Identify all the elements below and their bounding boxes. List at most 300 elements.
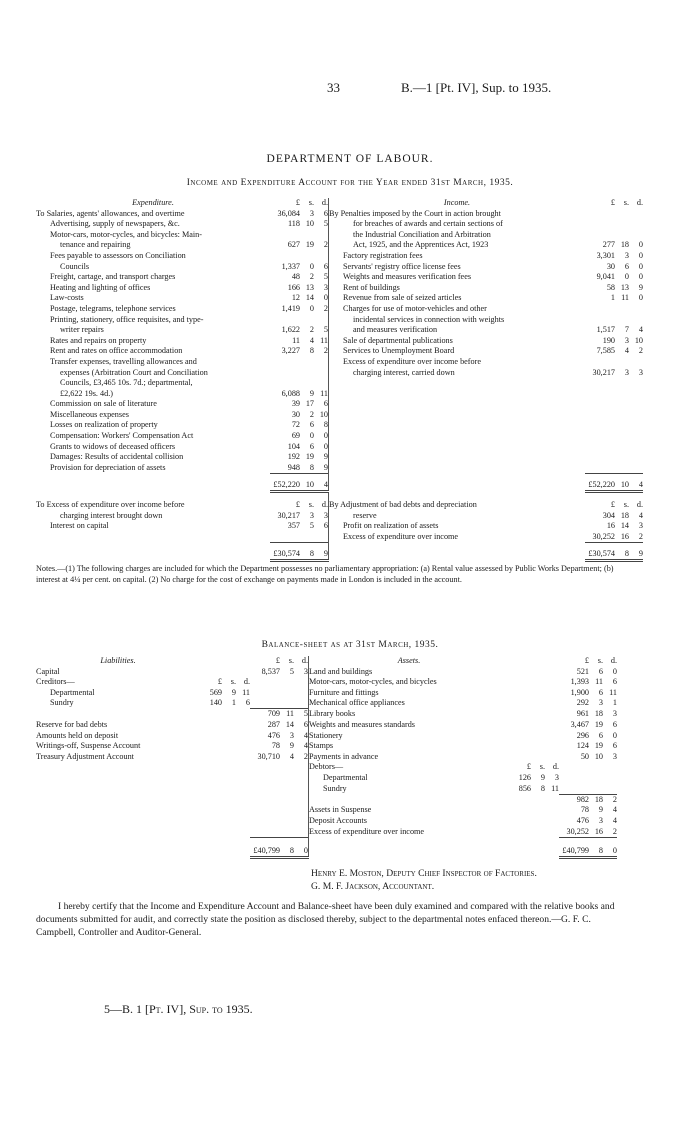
shillings: 14	[620, 521, 629, 531]
amount: 19	[594, 720, 603, 730]
pence: 3	[323, 282, 328, 292]
amount	[280, 698, 294, 709]
amount: 18	[589, 794, 603, 805]
sub-amount	[545, 731, 559, 742]
sub-amount: 3	[554, 773, 559, 783]
sub-amount	[545, 752, 559, 763]
amount	[294, 827, 309, 838]
shillings	[300, 230, 314, 241]
sub-amount	[509, 667, 531, 678]
amount: 14	[285, 720, 294, 730]
income-label: Profit on realization of assets	[329, 521, 586, 532]
amount: 1,900	[570, 687, 589, 697]
liability-label	[36, 827, 200, 838]
pounds: 190	[602, 335, 615, 345]
sub-amount	[222, 731, 236, 742]
amount	[280, 816, 294, 827]
sub-amount	[200, 709, 222, 720]
sub-amount	[545, 794, 559, 805]
pounds: 30	[606, 261, 615, 271]
sub-amount	[531, 677, 545, 688]
sub-amount	[531, 688, 545, 699]
amount	[250, 688, 280, 699]
audit-certificate: I hereby certify that the Income and Expenditure Account and Balance-sheet have been duly examined and compared with the relative books and documents submitted for audit, and correctly state the position as disclosed thereby, subject to the departmental notes enfaced thereon.—G. F. C. Campbell, Controller and Auditor-General.	[36, 901, 615, 938]
table-row	[36, 240, 643, 251]
income-label	[329, 410, 586, 421]
table-row	[36, 209, 643, 220]
table-row	[36, 741, 617, 752]
sub-amount	[222, 752, 236, 763]
shillings: 18	[620, 240, 629, 250]
expenditure-label	[36, 532, 270, 543]
currency-heading: d.	[321, 198, 328, 207]
spacer	[329, 492, 586, 500]
currency-heading: s.	[623, 198, 629, 207]
asset-label: Stationery	[309, 731, 510, 742]
sub-amount: s.	[230, 677, 236, 687]
asset-label: Assets in Suspense	[309, 805, 510, 816]
pence: 3	[638, 367, 643, 377]
pence	[629, 399, 643, 410]
sub-amount: 140	[209, 698, 222, 708]
income-expenditure-account	[36, 198, 643, 562]
amount: 3	[598, 815, 603, 825]
liability-label	[36, 762, 200, 773]
pence: 0	[638, 240, 643, 250]
income-label: Sale of departmental publications	[329, 336, 586, 347]
sub-amount	[509, 677, 531, 688]
sub-amount	[200, 762, 222, 773]
table-row	[36, 315, 643, 326]
income-label	[329, 463, 586, 474]
table-row	[36, 500, 643, 511]
sub-amount	[236, 709, 250, 720]
asset-label: Deposit Accounts	[309, 816, 510, 827]
amount	[250, 816, 280, 827]
currency-heading: d.	[636, 198, 643, 207]
table-row	[36, 532, 643, 543]
pence: 4	[638, 325, 643, 335]
table-row	[36, 688, 617, 699]
currency-heading: £	[610, 198, 615, 207]
asset-label: Debtors—	[309, 762, 510, 773]
pounds	[270, 357, 300, 368]
table-row	[36, 656, 617, 667]
amount: 2	[603, 794, 617, 805]
expenditure-label: charging interest brought down	[60, 510, 163, 520]
sub-amount	[545, 827, 559, 838]
amount	[294, 784, 309, 795]
sub-amount	[545, 698, 559, 709]
amount: 2	[612, 826, 617, 836]
sub-amount: £	[526, 762, 531, 772]
expenditure-label: Postage, telegrams, telephone services	[50, 303, 176, 313]
expenditure-label: Interest on capital	[50, 521, 109, 531]
amount: 3	[612, 709, 617, 719]
expenditure-label: Rates and repairs on property	[50, 335, 147, 345]
balance-sheet	[36, 656, 617, 859]
notes: Notes.—(1) The following charges are included for which the Department possesses no parliamentary appropriation: (a) Rental value assessed by Public Works Department; (b) interest at 4¼ per cent. on capital. (2) No charge for the cost of exchange on payments made in London is included in the account.	[36, 564, 614, 584]
pounds	[585, 410, 615, 421]
sub-amount: 11	[551, 783, 559, 793]
amount: 3	[612, 751, 617, 761]
pounds: 166	[287, 282, 300, 292]
table-row	[36, 752, 617, 763]
amount	[559, 773, 589, 784]
shillings: 11	[621, 293, 629, 303]
amount: 30,252	[566, 826, 589, 836]
pence: 4	[638, 510, 643, 520]
pounds	[585, 378, 615, 389]
pence: 0	[323, 293, 328, 303]
expenditure-label: Losses on realization of property	[50, 420, 158, 430]
sub-amount	[236, 773, 250, 784]
expenditure-label: £2,622 19s. 4d.)	[60, 388, 113, 398]
expenditure-label: Law-costs	[50, 293, 84, 303]
amount	[294, 816, 309, 827]
amount: 982	[559, 794, 589, 805]
income-label: incidental services in connection with weights	[329, 315, 586, 326]
pence: 9	[323, 452, 328, 462]
pounds: 30	[291, 409, 300, 419]
sub-amount	[236, 720, 250, 731]
table-row	[36, 251, 643, 262]
amount	[250, 698, 280, 709]
amount: 19	[594, 741, 603, 751]
shillings	[615, 304, 629, 315]
amount: 4	[303, 730, 308, 740]
expenditure-label: Provision for depreciation of assets	[50, 463, 166, 473]
amount: 78	[271, 741, 280, 751]
pounds: 1,337	[281, 261, 300, 271]
pounds	[585, 315, 615, 326]
amount: 292	[576, 698, 589, 708]
total-income: 9	[629, 543, 643, 561]
pence: 9	[323, 462, 328, 472]
shillings: 3	[309, 510, 314, 520]
pounds	[585, 452, 615, 463]
amount	[280, 827, 294, 838]
table-row	[36, 731, 617, 742]
liability-label: Capital	[36, 666, 60, 676]
pence: 2	[638, 531, 643, 541]
income-label: the Industrial Conciliation and Arbitration	[329, 230, 586, 241]
sub-amount	[222, 805, 236, 816]
sub-amount: d.	[243, 677, 250, 687]
shillings	[615, 452, 629, 463]
amount	[250, 827, 280, 838]
expenditure-label: To Excess of expenditure over income before	[36, 499, 185, 509]
pence	[629, 304, 643, 315]
sub-amount	[545, 688, 559, 699]
expenditure-label: Commission on sale of literature	[50, 399, 157, 409]
currency-heading: £	[295, 198, 300, 207]
liability-label	[36, 805, 200, 816]
pounds	[270, 315, 300, 326]
shillings: 19	[305, 240, 314, 250]
spacer	[531, 656, 545, 667]
income-label: and measures verification	[329, 325, 586, 336]
expenditure-label: Grants to widows of deceased officers	[50, 441, 176, 451]
shillings	[615, 399, 629, 410]
table-row	[36, 762, 617, 773]
amount: 18	[594, 709, 603, 719]
spacer	[222, 838, 236, 858]
document-reference: B.—1 [Pt. IV], Sup. to 1935.	[401, 80, 552, 95]
currency-heading: d.	[321, 499, 328, 509]
pence	[629, 209, 643, 220]
shillings: 7	[624, 325, 629, 335]
table-row	[36, 838, 617, 858]
income-label: Excess of expenditure over income before	[329, 357, 586, 368]
pence: 0	[638, 261, 643, 271]
expenditure-label: Freight, cartage, and transport charges	[50, 272, 176, 282]
pence	[629, 463, 643, 474]
table-row	[36, 720, 617, 731]
sub-amount	[222, 773, 236, 784]
amount: 476	[576, 815, 589, 825]
amount: 30,710	[257, 751, 280, 761]
amount: 2	[303, 751, 308, 761]
spacer	[270, 492, 300, 500]
expenditure-label: expenses (Arbitration Court and Conciliation	[60, 367, 208, 377]
shillings	[300, 315, 314, 326]
liability-label	[36, 816, 200, 827]
expenditure-label: tenance and repairing	[60, 240, 131, 250]
amount	[250, 784, 280, 795]
amount	[589, 784, 603, 795]
income-label	[329, 431, 586, 442]
amount: 11	[595, 677, 603, 687]
amount	[280, 784, 294, 795]
pounds	[585, 357, 615, 368]
shillings	[300, 378, 314, 389]
expenditure-label: Miscellaneous expenses	[50, 409, 129, 419]
amount	[294, 677, 309, 688]
sub-amount: 569	[209, 687, 222, 697]
amount: 709	[250, 709, 280, 720]
pence: 0	[638, 250, 643, 260]
total-assets: 8	[589, 838, 603, 858]
income-label: By Penalties imposed by the Court in action brought	[329, 209, 586, 220]
total-assets: £40,799	[559, 838, 589, 858]
pence	[629, 378, 643, 389]
sub-amount	[222, 784, 236, 795]
amount: 1	[612, 698, 617, 708]
currency-heading: s.	[623, 499, 629, 509]
shillings: 8	[309, 462, 314, 472]
asset-label: Furniture and fittings	[309, 688, 510, 699]
pence	[629, 389, 643, 400]
sub-amount	[545, 667, 559, 678]
table-row	[36, 805, 617, 816]
sub-amount	[222, 741, 236, 752]
pounds: 9,041	[596, 272, 615, 282]
pence: 9	[638, 282, 643, 292]
amount	[250, 805, 280, 816]
shillings	[615, 442, 629, 453]
income-heading: Income.	[329, 198, 586, 209]
sub-amount	[200, 741, 222, 752]
sub-amount	[200, 784, 222, 795]
shillings: 0	[309, 431, 314, 441]
income-label: By Adjustment of bad debts and depreciation	[329, 500, 586, 511]
sub-amount	[200, 827, 222, 838]
sub-amount	[236, 784, 250, 795]
shillings: 3	[624, 250, 629, 260]
sub-amount	[509, 731, 531, 742]
spacer	[36, 474, 270, 492]
amount	[294, 773, 309, 784]
currency-heading: d.	[301, 656, 308, 665]
pounds	[585, 431, 615, 442]
asset-label: Library books	[309, 709, 510, 720]
pence	[629, 431, 643, 442]
sub-amount	[545, 816, 559, 827]
shillings	[300, 357, 314, 368]
sub-amount: £	[217, 677, 222, 687]
pounds	[270, 532, 300, 543]
amount: 287	[267, 720, 280, 730]
liability-label: Sundry	[50, 698, 74, 708]
sub-amount	[200, 731, 222, 742]
income-label: Excess of expenditure over income	[329, 532, 586, 543]
asset-label: Motor-cars, motor-cycles, and bicycles	[309, 677, 510, 688]
pounds: 58	[606, 282, 615, 292]
expenditure-label: Compensation: Workers' Compensation Act	[50, 431, 194, 441]
spacer	[200, 656, 222, 667]
total-expenditure: £52,220	[270, 474, 300, 492]
liability-label	[36, 794, 200, 805]
amount: 6	[612, 677, 617, 687]
income-label	[329, 420, 586, 431]
amount: 4	[612, 805, 617, 815]
spacer	[314, 492, 329, 500]
total-income: 10	[615, 474, 629, 492]
amount	[294, 698, 309, 709]
amount: 4	[289, 751, 294, 761]
sub-amount	[545, 741, 559, 752]
sub-amount	[531, 827, 545, 838]
total-liabilities: £40,799	[250, 838, 280, 858]
spacer	[300, 492, 314, 500]
pence	[314, 315, 329, 326]
sub-amount	[236, 741, 250, 752]
amount	[559, 784, 589, 795]
sub-amount	[222, 816, 236, 827]
sub-amount: d.	[552, 762, 559, 772]
table-row	[36, 346, 643, 357]
currency-heading: £	[610, 499, 615, 509]
table-row	[36, 293, 643, 304]
liability-label: Departmental	[50, 687, 95, 697]
pence: 2	[323, 303, 328, 313]
amount: 476	[267, 730, 280, 740]
pence: 0	[638, 272, 643, 282]
total-income: £30,574	[585, 543, 615, 561]
pence	[629, 315, 643, 326]
sub-amount	[200, 805, 222, 816]
income-label: Services to Unemployment Board	[329, 346, 586, 357]
sub-amount	[200, 816, 222, 827]
spacer	[329, 474, 586, 492]
shillings: 4	[624, 346, 629, 356]
pounds	[585, 399, 615, 410]
pence	[314, 368, 329, 379]
expenditure-label: Advertising, supply of newspapers, &c.	[50, 219, 180, 229]
shillings	[615, 230, 629, 241]
sub-amount	[545, 677, 559, 688]
sub-amount	[509, 688, 531, 699]
pounds: 1	[610, 293, 615, 303]
pounds	[585, 230, 615, 241]
expenditure-label: Damages: Results of accidental collision	[50, 452, 184, 462]
income-label: for breaches of awards and certain sections of	[329, 219, 586, 230]
income-label: Rent of buildings	[329, 283, 586, 294]
sub-amount	[236, 827, 250, 838]
assets-heading: Assets.	[309, 656, 510, 667]
amount: 3	[289, 730, 294, 740]
amount: 4	[303, 741, 308, 751]
pounds	[270, 230, 300, 241]
pounds: 7,585	[596, 346, 615, 356]
table-row	[36, 492, 643, 500]
pounds: 39	[291, 399, 300, 409]
currency-heading: s.	[597, 656, 603, 665]
pence: 10	[634, 335, 643, 345]
pounds	[585, 304, 615, 315]
table-row	[36, 272, 643, 283]
shillings: 0	[309, 261, 314, 271]
currency-heading: s.	[288, 656, 294, 665]
amount	[280, 805, 294, 816]
shillings: 5	[309, 521, 314, 531]
shillings: 3	[624, 367, 629, 377]
shillings: 18	[620, 510, 629, 520]
sub-amount	[222, 720, 236, 731]
amount	[250, 794, 280, 805]
sub-amount	[236, 752, 250, 763]
expenditure-label: Councils	[60, 261, 90, 271]
shillings: 3	[309, 208, 314, 218]
pence	[629, 410, 643, 421]
sub-amount	[509, 816, 531, 827]
shillings: 10	[305, 219, 314, 229]
sub-amount	[545, 805, 559, 816]
amount	[280, 762, 294, 773]
sub-amount	[200, 720, 222, 731]
spacer	[236, 656, 250, 667]
pence	[314, 230, 329, 241]
pounds: 6,088	[281, 388, 300, 398]
amount: 5	[294, 709, 309, 720]
amount: 11	[609, 687, 617, 697]
income-label	[329, 399, 586, 410]
sub-amount	[222, 762, 236, 773]
bs-table	[36, 656, 617, 859]
table-row	[36, 816, 617, 827]
amount: 296	[576, 730, 589, 740]
expenditure-label: To Salaries, agents' allowances, and overtime	[36, 208, 185, 218]
amount: 3	[598, 698, 603, 708]
sub-amount	[545, 709, 559, 720]
sub-amount	[531, 741, 545, 752]
pence	[629, 357, 643, 368]
sub-amount: 126	[518, 773, 531, 783]
pence: 8	[323, 420, 328, 430]
liability-label: Amounts held on deposit	[36, 730, 119, 740]
sub-amount	[222, 827, 236, 838]
